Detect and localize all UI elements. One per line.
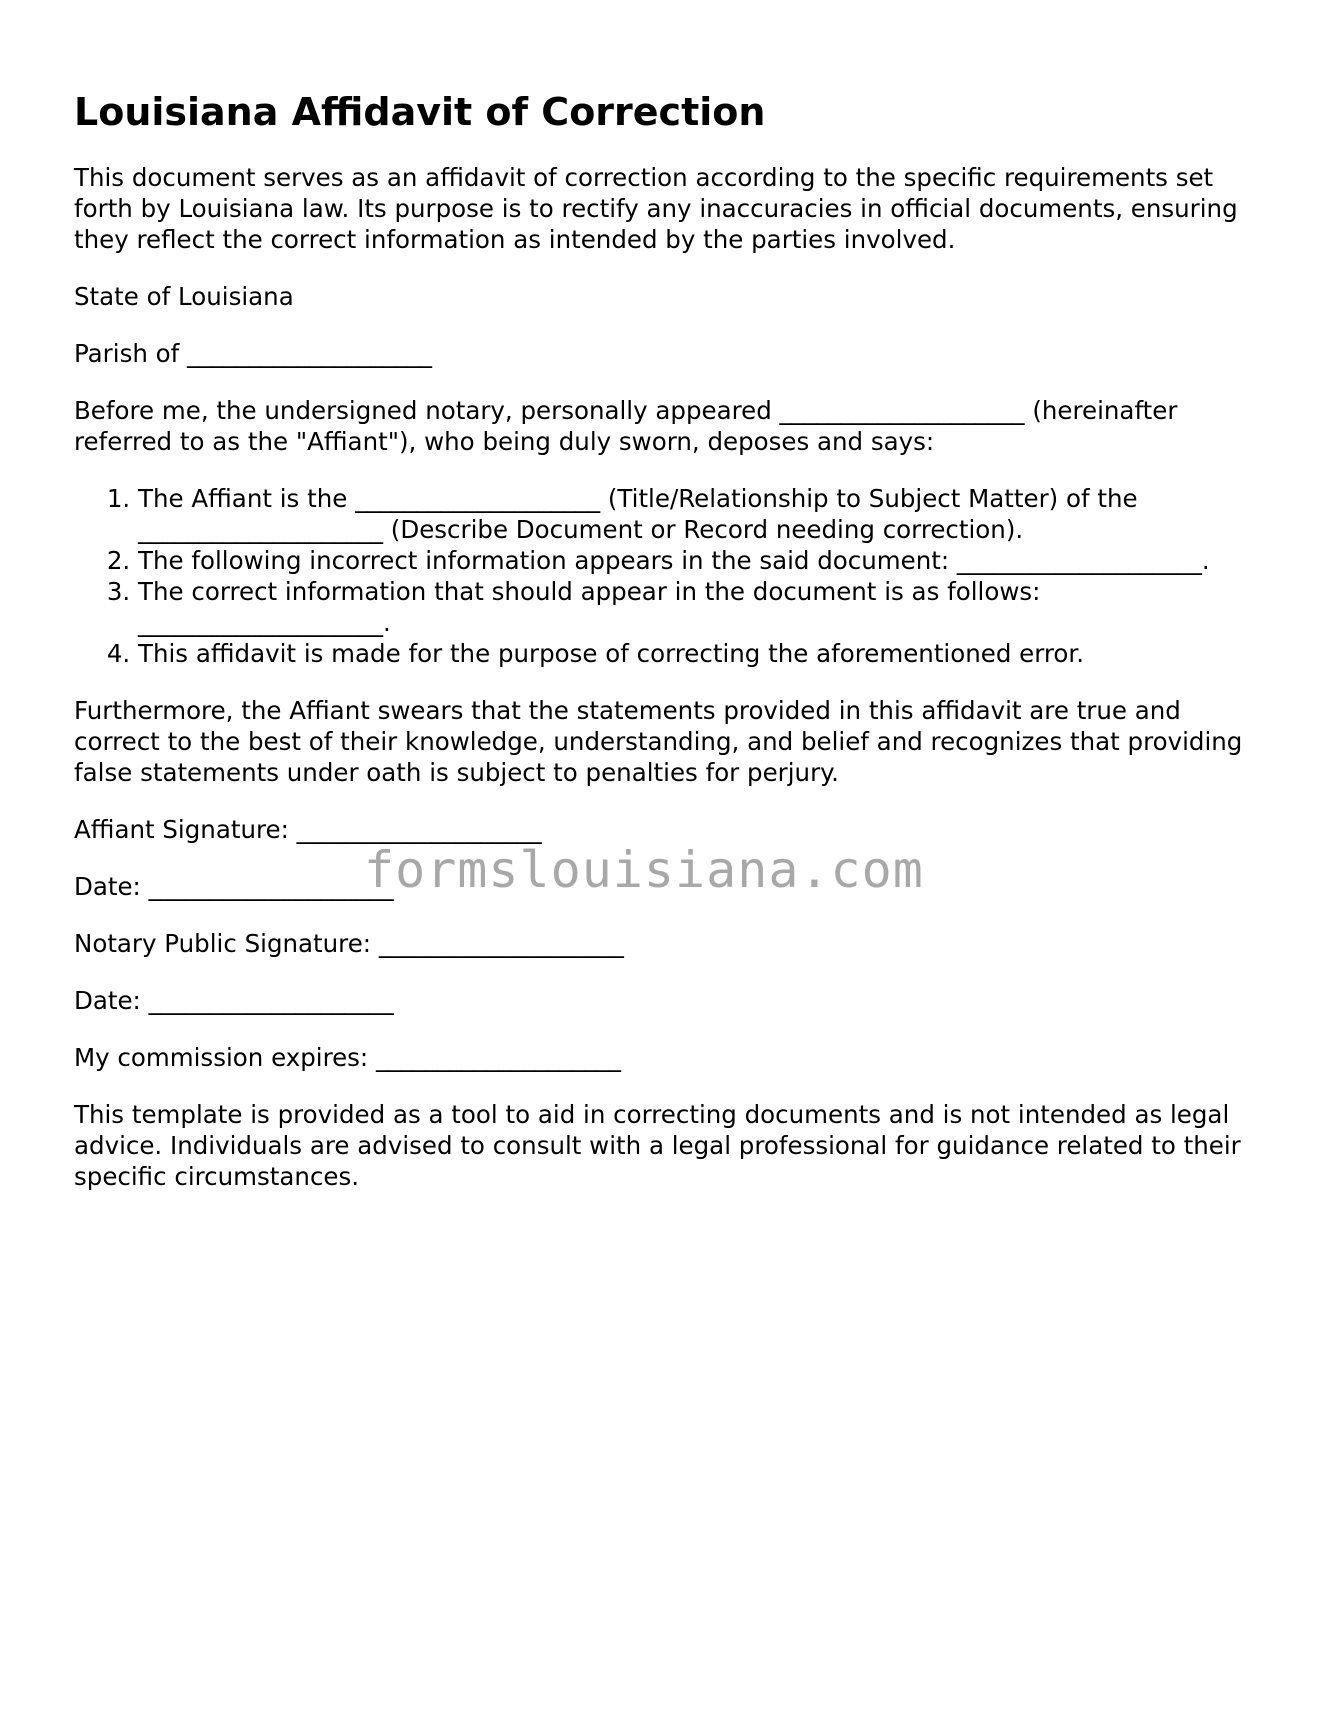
affiant-signature-line: Affiant Signature: ____________________ [74, 815, 542, 844]
notary-signature-line: Notary Public Signature: ____________________ [74, 929, 624, 958]
oath-paragraph: Furthermore, the Affiant swears that the statements provided in this affidavit are true and correct to the best of their knowledge, understanding, and belief and recognizes that providing false statements under oath is subject to penalties for perjury. [74, 696, 1243, 787]
document-title: Louisiana Affidavit of Correction [74, 90, 766, 134]
list-item: 3. The correct information that should appear in the document is as follows: ____________________. [138, 576, 1254, 638]
intro-paragraph: This document serves as an affidavit of correction according to the specific requirements set forth by Louisiana law. Its purpose is to rectify any inaccuracies in official documents, ensuring they reflect the correct information as intended by the parties involved. [74, 163, 1238, 254]
affiant-date-line: Date: ____________________ [74, 872, 394, 901]
appearance-paragraph: Before me, the undersigned notary, personally appeared ____________________ (hereinafter referred to as the "Affiant"), who being duly sworn, deposes and says: [74, 396, 1178, 456]
list-item: 4. This affidavit is made for the purpose of correcting the aforementioned error. [138, 638, 1254, 669]
commission-expires-line: My commission expires: ____________________ [74, 1043, 621, 1072]
list-item: 2. The following incorrect information appears in the said document: ____________________. [138, 545, 1254, 576]
affidavit-statements-list [74, 483, 1254, 669]
disclaimer-paragraph: This template is provided as a tool to aid in correcting documents and is not intended as legal advice. Individuals are advised to consult with a legal professional for guidance related to their specific circumstances. [74, 1100, 1241, 1191]
state-line: State of Louisiana [74, 282, 294, 311]
list-item: 1. The Affiant is the ____________________ (Title/Relationship to Subject Matter) of the ____________________ (Describe Document or Record needing correction). [138, 483, 1254, 545]
parish-line: Parish of ____________________ [74, 339, 433, 368]
watermark: formslouisiana.com [364, 841, 924, 899]
document-page [74, 88, 1254, 1218]
notary-date-line: Date: ____________________ [74, 986, 394, 1015]
